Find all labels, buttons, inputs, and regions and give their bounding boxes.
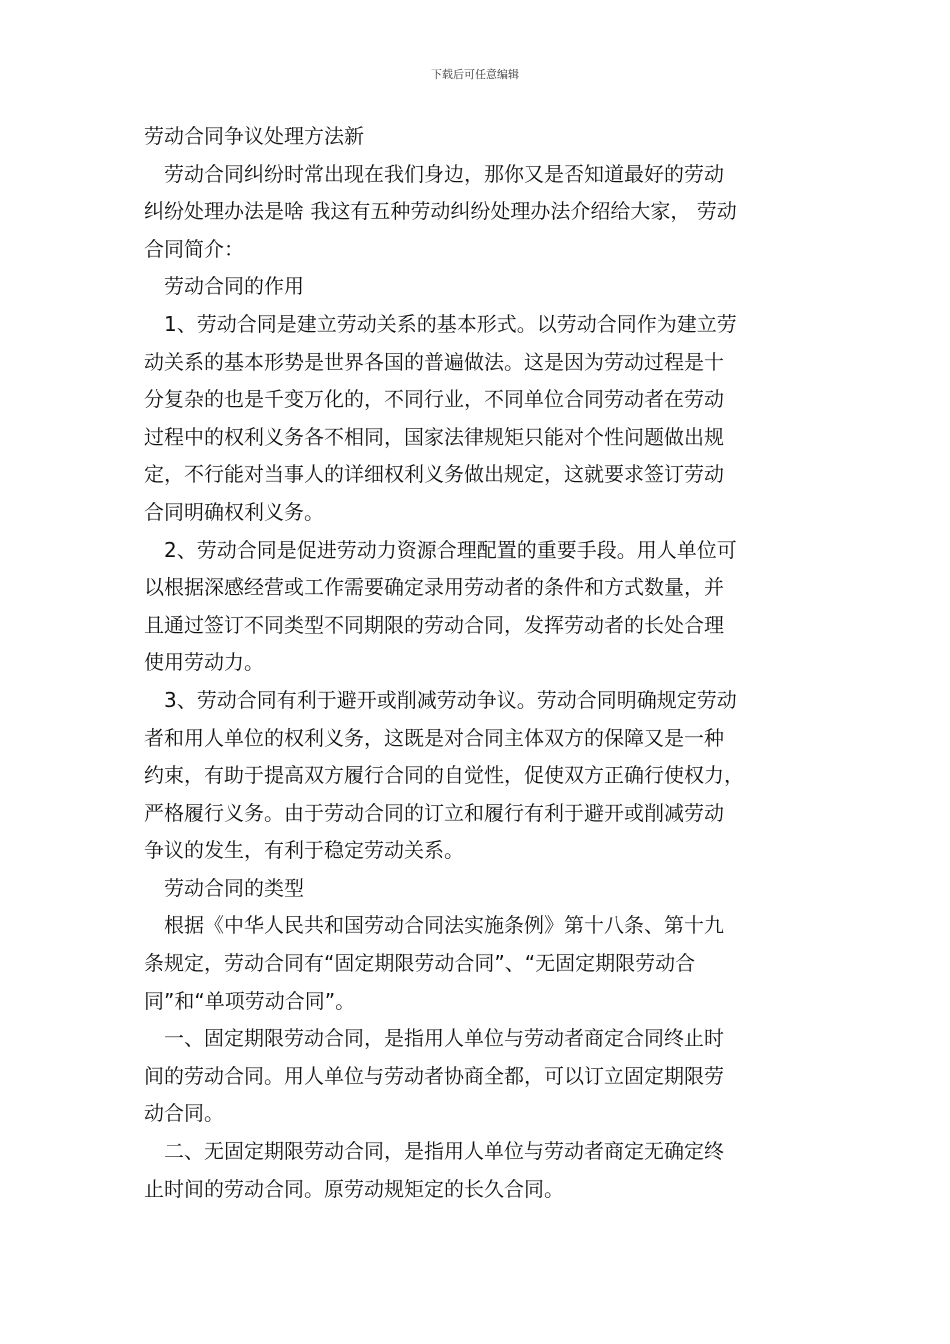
paragraph-line: 定，不行能对当事人的详细权利义务做出规定，这就要求签订劳动 xyxy=(144,462,724,487)
paragraph-line: 劳动合同纠纷时常出现在我们身边，那你又是否知道最好的劳动 xyxy=(164,161,724,186)
paragraph-line: 纠纷处理办法是啥 我这有五种劳动纠纷处理办法介绍给大家， 劳动 xyxy=(144,199,737,224)
paragraph-line: 争议的发生，有利于稳定劳动关系。 xyxy=(144,838,464,863)
paragraph-line: 合同明确权利义务。 xyxy=(144,499,324,524)
paragraph-line: 一、固定期限劳动合同，是指用人单位与劳动者商定合同终止时 xyxy=(164,1026,724,1051)
paragraph-line: 1、劳动合同是建立劳动关系的基本形式。以劳动合同作为建立劳 xyxy=(164,311,737,336)
page-header-note: 下载后可任意编辑 xyxy=(431,68,519,81)
document-title: 劳动合同争议处理方法新 xyxy=(144,124,364,148)
paragraph-line: 根据《中华人民共和国劳动合同法实施条例》第十八条、第十九 xyxy=(164,913,724,938)
paragraph-line: 合同简介： xyxy=(144,236,244,261)
paragraph-line: 动合同。 xyxy=(144,1101,224,1126)
paragraph-line: 者和用人单位的权利义务，这既是对合同主体双方的保障又是一种 xyxy=(144,725,724,750)
paragraph-line: 分复杂的也是千变万化的，不同行业，不同单位合同劳动者在劳动 xyxy=(144,387,724,412)
paragraph-line: 3、劳动合同有利于避开或削减劳动争议。劳动合同明确规定劳动 xyxy=(164,687,737,712)
paragraph-line: 使用劳动力。 xyxy=(144,650,264,675)
paragraph-line: 2、劳动合同是促进劳动力资源合理配置的重要手段。用人单位可 xyxy=(164,537,737,562)
paragraph-line: 约束，有助于提高双方履行合同的自觉性，促使双方正确行使权力， xyxy=(144,763,744,788)
paragraph-line: 二、无固定期限劳动合同，是指用人单位与劳动者商定无确定终 xyxy=(164,1139,724,1164)
paragraph-line: 间的劳动合同。用人单位与劳动者协商全都，可以订立固定期限劳 xyxy=(144,1063,724,1088)
paragraph-line: 且通过签订不同类型不同期限的劳动合同，发挥劳动者的长处合理 xyxy=(144,612,724,637)
paragraph-line: 止时间的劳动合同。原劳动规矩定的长久合同。 xyxy=(144,1176,564,1201)
document-body xyxy=(144,118,812,1208)
paragraph-line: 过程中的权利义务各不相同，国家法律规矩只能对个性问题做出规 xyxy=(144,424,724,449)
section-heading: 劳动合同的作用 xyxy=(164,274,304,299)
section-heading: 劳动合同的类型 xyxy=(164,875,304,900)
paragraph-line: 严格履行义务。由于劳动合同的订立和履行有利于避开或削减劳动 xyxy=(144,800,724,825)
paragraph-line: 动关系的基本形势是世界各国的普遍做法。这是因为劳动过程是十 xyxy=(144,349,724,374)
paragraph-line: 条规定，劳动合同有“固定期限劳动合同”、“无固定期限劳动合 xyxy=(144,951,696,976)
paragraph-line: 同”和“单项劳动合同”。 xyxy=(144,988,356,1013)
paragraph-line: 以根据深感经营或工作需要确定录用劳动者的条件和方式数量，并 xyxy=(144,575,724,600)
